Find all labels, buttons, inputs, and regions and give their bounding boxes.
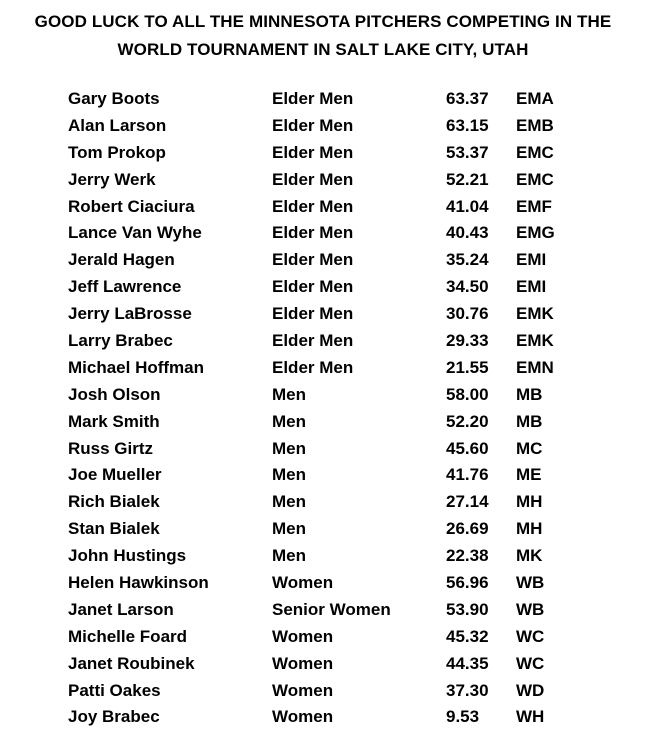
pitcher-average: 58.00 [446,384,489,404]
pitcher-division: Senior Women [272,599,391,619]
pitcher-class: EMG [516,223,555,243]
pitcher-class: EMI [516,277,547,297]
pitcher-class: EMI [516,250,547,270]
pitcher-average: 21.55 [446,357,489,377]
pitcher-row [0,651,646,678]
pitcher-average: 45.32 [446,626,489,646]
pitcher-class: EMK [516,304,554,324]
pitcher-row [0,597,646,624]
pitcher-division: Women [272,680,334,700]
pitcher-class: EMK [516,331,554,351]
page-heading [0,8,646,64]
pitcher-division: Men [272,438,306,458]
heading-line-1: GOOD LUCK TO ALL THE MINNESOTA PITCHERS COMPETING IN THE [34,12,612,31]
pitcher-division: Elder Men [272,223,354,243]
pitcher-average: 40.43 [446,223,489,243]
pitcher-average: 53.90 [446,599,489,619]
pitcher-name: Jerald Hagen [68,250,175,270]
pitcher-class: EMF [516,196,552,216]
pitcher-average: 63.15 [446,115,489,135]
pitcher-name: Stan Bialek [68,519,160,539]
pitcher-row [0,489,646,516]
pitcher-class: WB [516,599,545,619]
pitcher-class: WC [516,653,545,673]
pitcher-name: Tom Prokop [68,142,166,162]
pitcher-division: Elder Men [272,115,354,135]
pitcher-average: 26.69 [446,519,489,539]
pitcher-name: Michelle Foard [68,626,188,646]
pitcher-name: Josh Olson [68,384,161,404]
pitcher-row [0,113,646,140]
pitcher-name: Rich Bialek [68,492,160,512]
pitcher-row [0,516,646,543]
pitcher-class: MH [516,519,543,539]
pitcher-division: Men [272,546,306,566]
pitcher-name: Janet Larson [68,599,174,619]
pitcher-division: Men [272,519,306,539]
pitcher-class: MC [516,438,543,458]
pitcher-row [0,624,646,651]
pitcher-division: Elder Men [272,331,354,351]
pitcher-name: Mark Smith [68,411,160,431]
pitcher-row [0,194,646,221]
pitcher-average: 9.53 [446,707,480,727]
pitcher-division: Men [272,492,306,512]
pitcher-row [0,140,646,167]
pitcher-average: 35.24 [446,250,489,270]
pitcher-row [0,409,646,436]
pitcher-row [0,570,646,597]
pitcher-name: Janet Roubinek [68,653,195,673]
pitcher-row [0,220,646,247]
pitcher-class: WC [516,626,545,646]
pitcher-row [0,436,646,463]
pitcher-class: MH [516,492,543,512]
pitcher-row [0,382,646,409]
pitcher-division: Women [272,653,334,673]
pitcher-class: EMN [516,357,554,377]
pitcher-average: 37.30 [446,680,489,700]
pitcher-row [0,247,646,274]
pitcher-name: Russ Girtz [68,438,154,458]
pitcher-division: Women [272,626,334,646]
pitcher-average: 30.76 [446,304,489,324]
pitcher-name: Jeff Lawrence [68,277,182,297]
pitcher-row [0,678,646,705]
pitcher-row [0,328,646,355]
pitcher-name: Robert Ciaciura [68,196,195,216]
pitcher-name: Lance Van Wyhe [68,223,202,243]
pitcher-class: ME [516,465,542,485]
pitcher-row [0,301,646,328]
pitcher-average: 41.04 [446,196,489,216]
pitcher-division: Women [272,573,334,593]
pitcher-average: 22.38 [446,546,489,566]
pitcher-division: Men [272,465,306,485]
pitcher-name: Joe Mueller [68,465,162,485]
pitcher-class: EMB [516,115,554,135]
pitcher-division: Elder Men [272,169,354,189]
pitcher-row [0,543,646,570]
pitcher-name: Alan Larson [68,115,167,135]
pitcher-name: Joy Brabec [68,707,160,727]
pitcher-row [0,274,646,301]
pitcher-name: Larry Brabec [68,331,173,351]
pitcher-class: EMC [516,169,554,189]
pitcher-name: Patti Oakes [68,680,161,700]
pitcher-name: Gary Boots [68,89,160,108]
pitcher-division: Women [272,707,334,727]
heading-line-2: WORLD TOURNAMENT IN SALT LAKE CITY, UTAH [117,40,529,59]
pitcher-division: Elder Men [272,196,354,216]
pitcher-class: WB [516,573,545,593]
pitcher-average: 27.14 [446,492,489,512]
pitcher-division: Elder Men [272,89,354,108]
pitcher-class: EMC [516,142,554,162]
pitcher-name: John Hustings [68,546,187,566]
pitcher-name: Michael Hoffman [68,357,205,377]
pitcher-average: 41.76 [446,465,489,485]
pitcher-class: MB [516,411,543,431]
pitcher-row [0,462,646,489]
pitcher-class: MK [516,546,543,566]
pitcher-row [0,86,646,113]
pitcher-average: 52.20 [446,411,489,431]
pitcher-class: EMA [516,89,554,108]
pitcher-class: WH [516,707,545,727]
pitcher-average: 56.96 [446,573,489,593]
pitcher-class: WD [516,680,545,700]
pitcher-average: 45.60 [446,438,489,458]
pitcher-average: 53.37 [446,142,489,162]
pitcher-division: Elder Men [272,142,354,162]
pitcher-average: 63.37 [446,89,489,108]
pitcher-row [0,167,646,194]
pitcher-name: Helen Hawkinson [68,573,209,593]
pitcher-class: MB [516,384,543,404]
pitcher-division: Men [272,384,306,404]
pitcher-division: Elder Men [272,357,354,377]
pitcher-division: Elder Men [272,250,354,270]
pitcher-average: 34.50 [446,277,489,297]
pitcher-roster [0,86,646,731]
pitcher-average: 52.21 [446,169,489,189]
pitcher-division: Elder Men [272,304,354,324]
pitcher-name: Jerry LaBrosse [68,304,192,324]
pitcher-division: Elder Men [272,277,354,297]
pitcher-row [0,704,646,731]
pitcher-row [0,355,646,382]
pitcher-average: 44.35 [446,653,489,673]
pitcher-division: Men [272,411,306,431]
pitcher-average: 29.33 [446,331,489,351]
pitcher-name: Jerry Werk [68,169,156,189]
